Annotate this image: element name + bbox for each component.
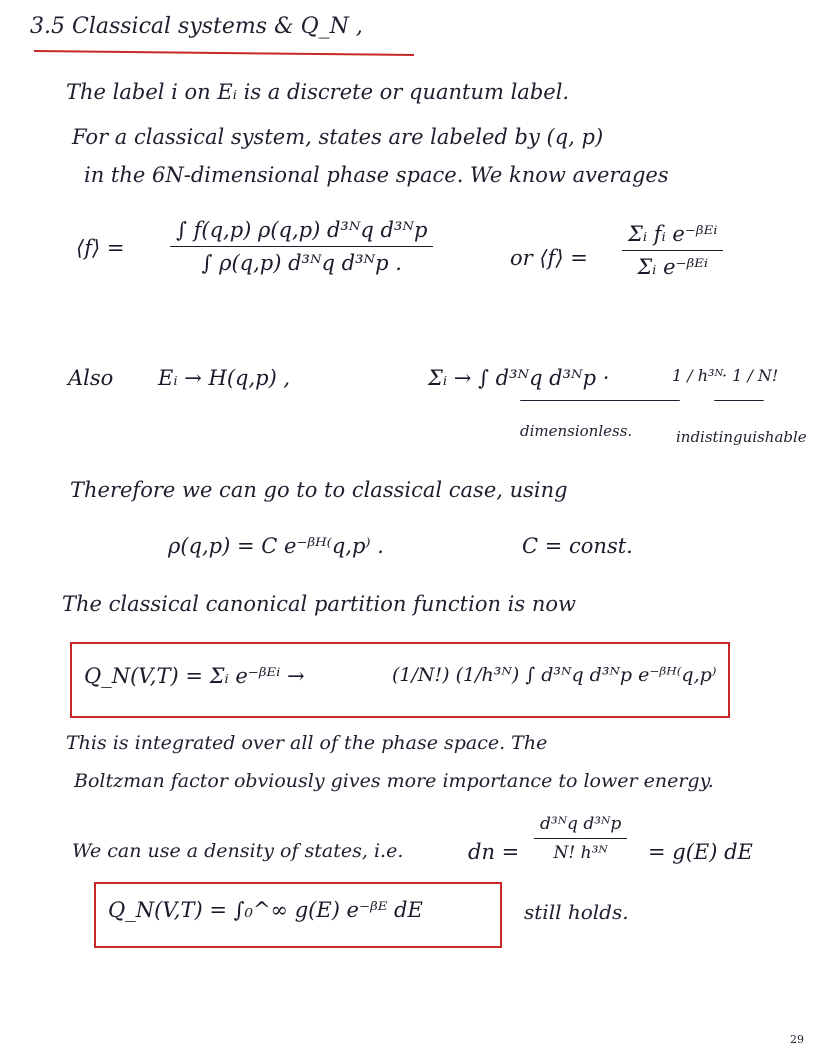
page-number: 29 <box>790 1033 804 1046</box>
text-line: in the 6N-dimensional phase space. We know averages <box>84 163 669 187</box>
fraction-numerator: Σᵢ fᵢ e⁻ᵝᴱⁱ <box>628 222 718 246</box>
text-line: This is integrated over all of the phase space. The <box>66 732 548 754</box>
text-line: Therefore we can go to to classical case, using <box>70 478 568 502</box>
dn-fraction <box>534 814 627 863</box>
text-line: Boltzman factor obviously gives more importance to lower energy. <box>74 770 714 792</box>
dimensionless-note: dimensionless. <box>520 422 633 440</box>
indistinguishable-note: indistinguishable <box>676 428 807 446</box>
still-holds-text: still holds. <box>524 900 629 924</box>
also-label: Also <box>68 366 114 390</box>
indistinguishable-brace <box>714 400 764 401</box>
sum-mapping: Σᵢ → ∫ d³ᴺq d³ᴺp · <box>428 366 610 390</box>
text-line: The classical canonical partition function is now <box>62 592 576 616</box>
average-lhs: ⟨f⟩ = <box>76 236 125 260</box>
average-quantum-lhs: or ⟨f⟩ = <box>510 246 588 270</box>
text-line: We can use a density of states, i.e. <box>72 840 404 862</box>
partition-rhs: (1/N!) (1/h³ᴺ) ∫ d³ᴺq d³ᴺp e⁻ᵝᴴ⁽q,p⁾ <box>392 664 717 686</box>
n-factorial-factor: · 1 / N! <box>722 366 779 385</box>
fraction-numerator: d³ᴺq d³ᴺp <box>540 814 622 834</box>
text-line: For a classical system, states are labeled by (q, p) <box>72 125 604 149</box>
density-partition-equation: Q_N(V,T) = ∫₀^∞ g(E) e⁻ᵝᴱ dE <box>108 898 423 922</box>
energy-mapping: Eᵢ → H(q,p) , <box>158 366 291 390</box>
dn-lhs: dn = <box>468 840 520 864</box>
const-equation: C = const. <box>522 534 633 558</box>
average-classical-fraction <box>170 218 433 275</box>
average-quantum-fraction <box>622 222 723 279</box>
fraction-numerator: ∫ f(q,p) ρ(q,p) d³ᴺq d³ᴺp <box>176 218 428 242</box>
fraction-denominator: N! h³ᴺ <box>534 838 627 863</box>
planck-factor: 1 / h³ᴺ <box>672 366 724 385</box>
heading-underline <box>34 50 414 56</box>
fraction-denominator: ∫ ρ(q,p) d³ᴺq d³ᴺp . <box>170 246 433 275</box>
partition-lhs: Q_N(V,T) = Σᵢ e⁻ᵝᴱⁱ → <box>84 664 305 688</box>
rho-equation: ρ(q,p) = C e⁻ᵝᴴ⁽q,p⁾ . <box>168 534 384 558</box>
section-heading: 3.5 Classical systems & Q_N , <box>30 14 363 39</box>
dn-rhs: = g(E) dE <box>648 840 753 864</box>
text-line: The label i on Eᵢ is a discrete or quantum label. <box>66 80 570 104</box>
dimensionless-brace <box>520 400 680 401</box>
fraction-denominator: Σᵢ e⁻ᵝᴱⁱ <box>622 250 723 279</box>
